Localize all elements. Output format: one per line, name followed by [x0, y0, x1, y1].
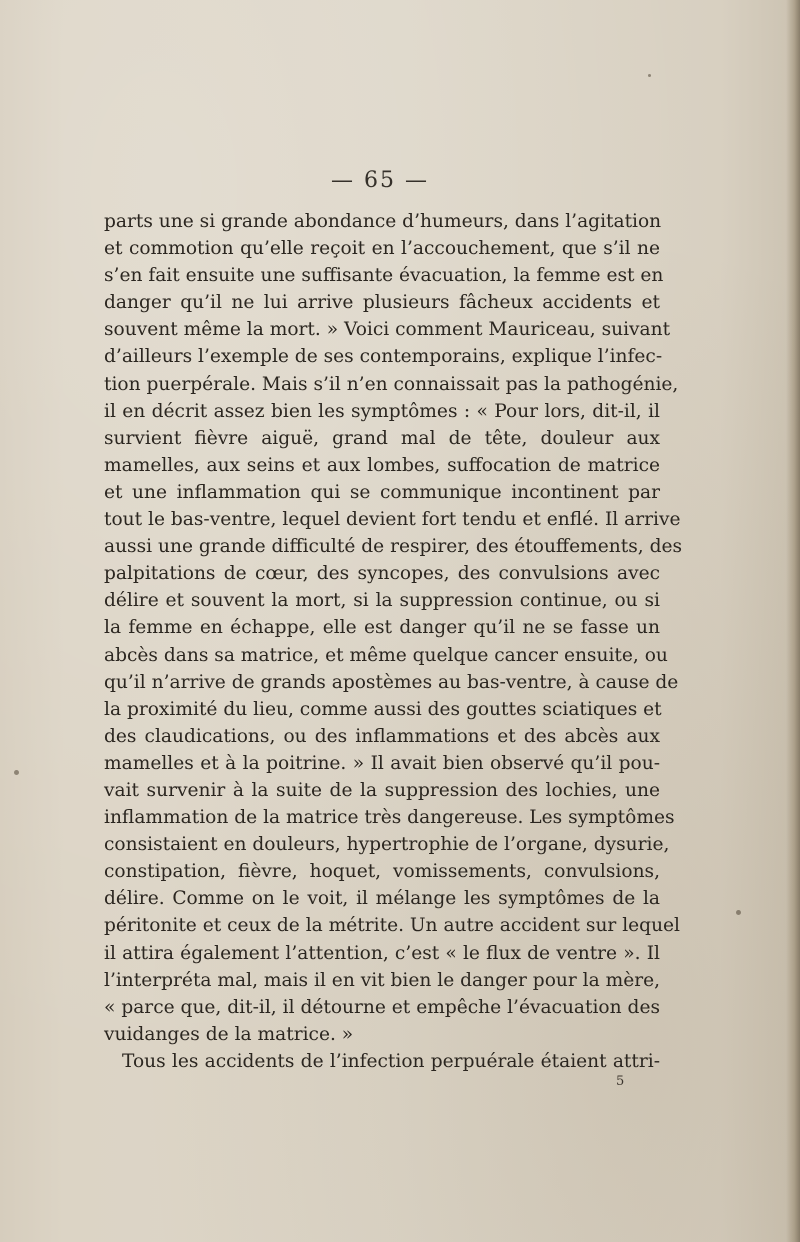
paper-speck: [14, 770, 19, 775]
text-line: délire et souvent la mort, si la suppression continue, ou si: [104, 590, 660, 612]
page-number: — 65 —: [331, 168, 429, 193]
text-line: péritonite et ceux de la métrite. Un autre accident sur lequel: [104, 915, 680, 937]
text-line: aussi une grande difficulté de respirer, des étouffements, des: [104, 536, 683, 558]
text-line: constipation, fièvre, hoquet, vomissements, convulsions,: [104, 861, 660, 883]
text-line: des claudications, ou des inflammations et des abcès aux: [104, 725, 660, 747]
text-line: palpitations de cœur, des syncopes, des convulsions avec: [104, 563, 660, 585]
signature-mark: 5: [616, 1074, 625, 1089]
paper-speck: [736, 910, 741, 915]
text-line: délire. Comme on le voit, il mélange les symptômes de la: [104, 888, 660, 910]
text-line: qu’il n’arrive de grands apostèmes au bas-ventre, à cause de: [104, 671, 679, 693]
body-text: [104, 208, 683, 1075]
text-line: Tous les accidents de l’infection perpuérale étaient attri-: [122, 1050, 660, 1072]
page-edge-shadow: [786, 0, 800, 1242]
text-line: abcès dans sa matrice, et même quelque cancer ensuite, ou: [104, 644, 668, 666]
text-line: s’en fait ensuite une suffisante évacuation, la femme est en: [104, 265, 664, 287]
text-line: danger qu’il ne lui arrive plusieurs fâcheux accidents et: [104, 292, 660, 314]
text-line: et une inflammation qui se communique incontinent par: [104, 481, 660, 503]
text-line: souvent même la mort. » Voici comment Mauriceau, suivant: [104, 319, 671, 341]
text-line: et commotion qu’elle reçoit en l’accouchement, que s’il ne: [104, 238, 660, 260]
text-line: inflammation de la matrice très dangereuse. Les symptômes: [104, 807, 675, 829]
text-line: parts une si grande abondance d’humeurs, dans l’agitation: [104, 211, 662, 232]
text-line: mamelles, aux seins et aux lombes, suffocation de matrice: [104, 454, 660, 476]
text-line: vait survenir à la suite de la suppression des lochies, une: [104, 779, 660, 801]
text-line: mamelles et à la poitrine. » Il avait bien observé qu’il pou-: [104, 752, 660, 774]
paper-speck: [648, 74, 651, 77]
text-line: survient fièvre aiguë, grand mal de tête, douleur aux: [104, 427, 660, 449]
text-line: consistaient en douleurs, hypertrophie de l’organe, dysurie,: [104, 834, 670, 856]
text-line: l’interpréta mal, mais il en vit bien le danger pour la mère,: [104, 969, 661, 991]
text-line: il attira également l’attention, c’est « le flux de ventre ». Il: [104, 942, 660, 964]
text-line: tion puerpérale. Mais s’il n’en connaissait pas la pathogénie,: [104, 373, 679, 395]
text-line: la proximité du lieu, comme aussi des gouttes sciatiques et: [104, 698, 662, 720]
text-line: il en décrit assez bien les symptômes : « Pour lors, dit-il, il: [104, 400, 660, 422]
text-line: la femme en échappe, elle est danger qu’il ne se fasse un: [104, 617, 660, 639]
text-line: vuidanges de la matrice. »: [104, 1023, 354, 1045]
text-line: « parce que, dit-il, il détourne et empêche l’évacuation des: [104, 996, 660, 1018]
text-line: tout le bas-ventre, lequel devient fort tendu et enflé. Il arrive: [104, 509, 681, 531]
text-line: d’ailleurs l’exemple de ses contemporains, explique l’infec-: [104, 346, 663, 368]
